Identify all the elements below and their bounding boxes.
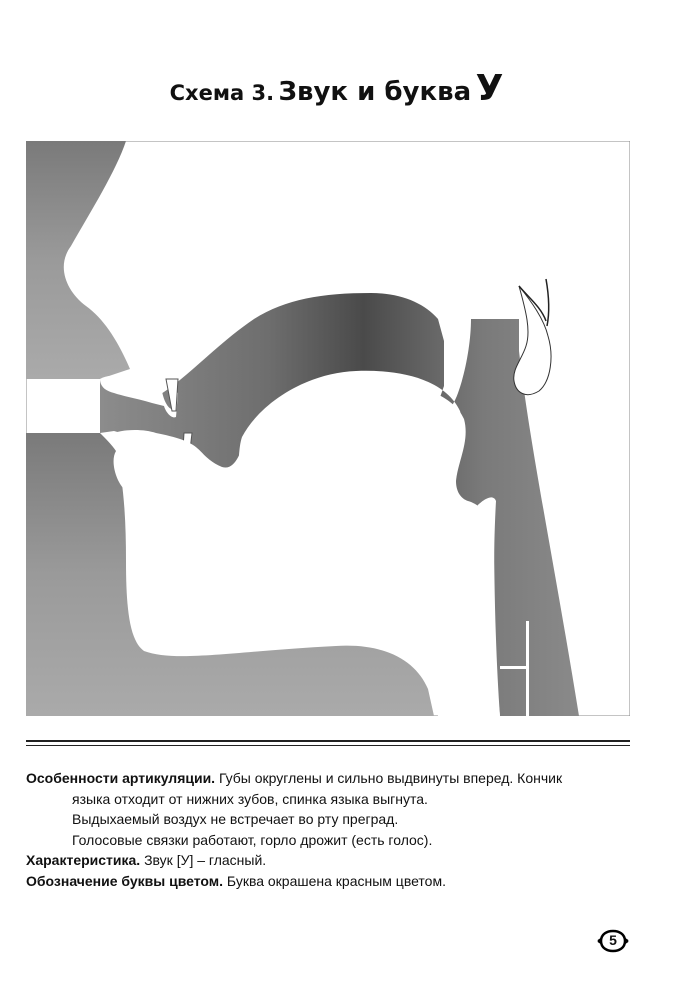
characteristic-text: Звук [У] – гласный. <box>140 852 267 868</box>
characteristic-paragraph <box>26 850 641 871</box>
description-block <box>26 768 641 891</box>
articulation-line-1: Губы округлены и сильно выдвинуты вперед. Кончик <box>215 770 563 786</box>
articulation-line-4: Голосовые связки работают, горло дрожит (есть голос). <box>72 831 433 848</box>
color-designation-paragraph <box>26 871 641 892</box>
articulation-label: Особенности артикуляции. <box>26 770 216 786</box>
articulation-line-3: Выдыхаемый воздух не встречает во рту преград. <box>72 811 399 827</box>
scheme-number: Схема 3. <box>169 81 275 105</box>
vocal-fold-horizontal <box>500 666 528 669</box>
divider-line-thin <box>26 745 630 746</box>
vocal-tract-illustration <box>26 141 630 716</box>
divider-line-thick <box>26 740 630 742</box>
color-designation-label: Обозначение буквы цветом. <box>26 872 224 889</box>
title-sound-and-letter: Звук и буква <box>278 77 472 107</box>
articulation-line-2: языка отходит от нижних зубов, спинка языка выгнута. <box>72 790 428 807</box>
page-number: 5 <box>609 932 617 948</box>
articulation-paragraph <box>26 768 641 789</box>
title-letter: У <box>475 68 504 109</box>
color-designation-text: Буква окрашена красным цветом. <box>223 872 446 889</box>
page-number-badge <box>596 928 630 954</box>
articulation-diagram <box>26 141 630 716</box>
page-title <box>0 68 673 109</box>
characteristic-label: Характеристика. <box>26 852 141 868</box>
